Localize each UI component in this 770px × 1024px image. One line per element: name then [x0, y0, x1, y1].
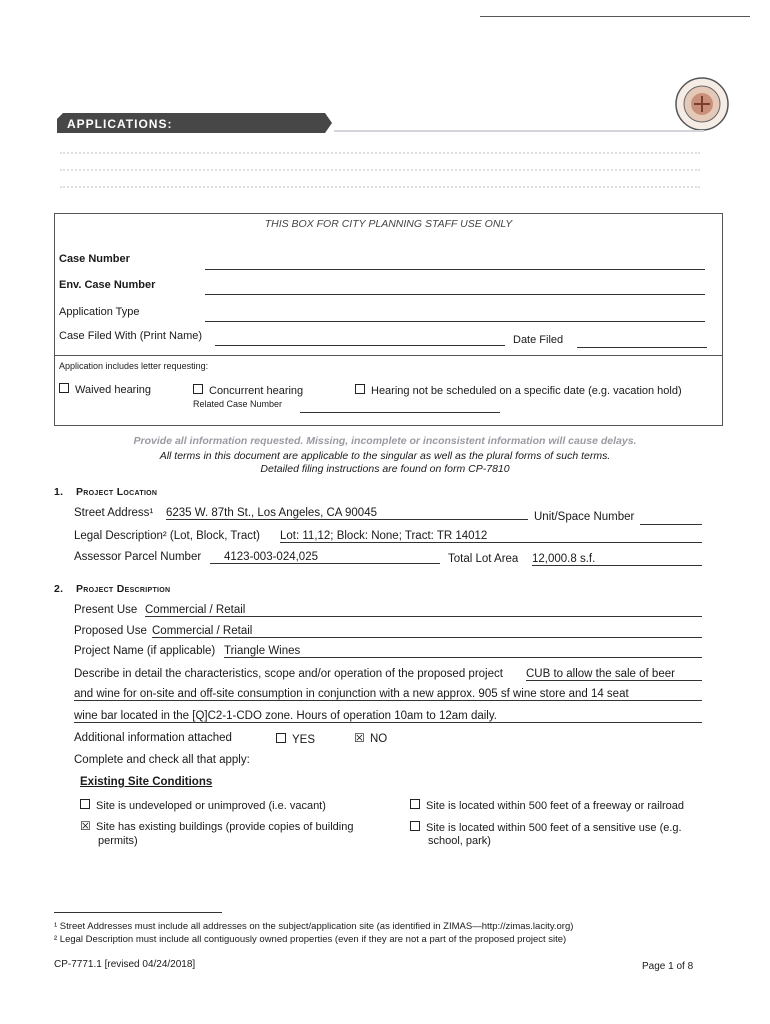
cond-sensitive-checkbox[interactable]: [410, 821, 420, 831]
page-number: Page 1 of 8: [642, 961, 694, 972]
concurrent-hearing-label: Concurrent hearing: [209, 385, 304, 397]
describe-field-line2[interactable]: and wine for on-site and off-site consumption in conjunction with a new approx. 905 sf wine store and 14 seat: [74, 688, 702, 701]
section2-title: Project Description: [76, 583, 171, 595]
unit-number-label: Unit/Space Number: [534, 511, 635, 523]
additional-info-label: Additional information attached: [74, 732, 232, 744]
existing-conditions-title: Existing Site Conditions: [80, 776, 213, 788]
notice-instructions: Detailed filing instructions are found on form CP-7810: [260, 463, 510, 475]
cond-freeway-checkbox[interactable]: [410, 799, 420, 809]
concurrent-hearing-checkbox[interactable]: [193, 384, 203, 394]
section1-number: 1.: [54, 486, 64, 498]
date-filed-field[interactable]: [577, 347, 707, 348]
additional-info-yes-label: YES: [292, 734, 316, 746]
waived-hearing-option[interactable]: [59, 383, 151, 396]
hearing-not-scheduled-label: Hearing not be scheduled on a specific date (e.g. vacation hold): [371, 385, 682, 397]
cond-buildings-label-2: permits): [98, 835, 138, 847]
proposed-use-field[interactable]: Commercial / Retail: [152, 625, 702, 638]
hearing-not-scheduled-checkbox[interactable]: [355, 384, 365, 394]
cond-sensitive-label-2: school, park): [428, 835, 491, 847]
section1-title: Project Location: [76, 486, 158, 498]
staff-box-title: THIS BOX FOR CITY PLANNING STAFF USE ONLY: [264, 218, 513, 230]
additional-info-no-checkbox[interactable]: ☒: [354, 731, 365, 745]
additional-info-no-option[interactable]: [354, 733, 387, 745]
cond-buildings-label: Site has existing buildings (provide copies of building: [96, 821, 354, 833]
cond-buildings-checkbox[interactable]: ☒: [80, 819, 91, 833]
present-use-label: Present Use: [74, 604, 138, 616]
present-use-field[interactable]: Commercial / Retail: [145, 604, 702, 617]
apn-label: Assessor Parcel Number: [74, 551, 202, 563]
cond-freeway-option[interactable]: [410, 799, 684, 812]
hearing-not-scheduled-option[interactable]: [355, 384, 682, 397]
describe-field-line1[interactable]: CUB to allow the sale of beer: [526, 668, 702, 681]
banner-rule: [334, 130, 704, 132]
street-address-field[interactable]: 6235 W. 87th St., Los Angeles, CA 90045: [166, 507, 528, 520]
unit-number-field[interactable]: [640, 524, 702, 525]
describe-label: Describe in detail the characteristics, scope and/or operation of the proposed project: [74, 668, 503, 680]
cond-undeveloped-label: Site is undeveloped or unimproved (i.e. vacant): [96, 800, 326, 812]
footnote-2: ² Legal Description must include all contiguously owned properties (even if they are not a part of the proposed project site): [54, 934, 567, 945]
top-rule: [480, 16, 750, 17]
concurrent-hearing-option[interactable]: [193, 384, 303, 397]
staff-use-box: [54, 213, 723, 426]
cond-buildings-option[interactable]: [80, 821, 353, 833]
additional-info-no-label: NO: [370, 733, 388, 745]
waived-hearing-label: Waived hearing: [75, 384, 152, 396]
notice-warning: Provide all information requested. Missing, incomplete or inconsistent information will cause delays.: [133, 435, 637, 447]
cond-undeveloped-option[interactable]: [80, 799, 326, 812]
complete-check-label: Complete and check all that apply:: [74, 754, 250, 766]
lot-area-field[interactable]: 12,000.8 s.f.: [532, 553, 702, 566]
related-case-field[interactable]: [300, 412, 500, 413]
describe-field-line3[interactable]: wine bar located in the [Q]C2-1-CDO zone. Hours of operation 10am to 12am daily.: [74, 710, 702, 723]
related-case-label: Related Case Number: [193, 399, 283, 409]
form-id: CP-7771.1 [revised 04/24/2018]: [54, 959, 196, 970]
case-filed-with-label: Case Filed With (Print Name): [59, 330, 203, 342]
case-number-field[interactable]: [205, 269, 705, 270]
case-number-label: Case Number: [59, 253, 130, 265]
applications-banner: APPLICATIONS:: [57, 113, 332, 133]
footnote-1: ¹ Street Addresses must include all addresses on the subject/application site (as identified in ZIMAS—http://zimas.lacity.org): [54, 921, 574, 932]
notice-terms: All terms in this document are applicable to the singular as well as the plural forms of such terms.: [159, 450, 611, 462]
staff-box-divider: [55, 355, 722, 356]
project-name-label: Project Name (if applicable): [74, 645, 216, 657]
letter-requesting-label: Application includes letter requesting:: [59, 361, 209, 371]
legal-description-field[interactable]: Lot: 11,12; Block: None; Tract: TR 14012: [280, 530, 702, 543]
legal-description-label: Legal Description² (Lot, Block, Tract): [74, 530, 260, 542]
footnote-rule: [54, 912, 222, 913]
env-case-number-label: Env. Case Number: [59, 279, 156, 291]
cond-freeway-label: Site is located within 500 feet of a freeway or railroad: [426, 800, 685, 812]
city-seal-logo: [674, 76, 730, 132]
additional-info-yes-option[interactable]: [276, 733, 315, 746]
additional-info-yes-checkbox[interactable]: [276, 733, 286, 743]
section2-number: 2.: [54, 583, 64, 595]
apn-field[interactable]: 4123-003-024,025: [210, 551, 440, 564]
cond-sensitive-label: Site is located within 500 feet of a sensitive use (e.g.: [426, 822, 682, 834]
date-filed-label: Date Filed: [513, 334, 564, 346]
application-type-field[interactable]: [205, 321, 705, 322]
project-name-field[interactable]: Triangle Wines: [224, 645, 702, 658]
faint-text: [60, 152, 700, 194]
env-case-number-field[interactable]: [205, 294, 705, 295]
waived-hearing-checkbox[interactable]: [59, 383, 69, 393]
case-filed-with-field[interactable]: [215, 345, 505, 346]
street-address-label: Street Address¹: [74, 507, 154, 519]
application-type-label: Application Type: [59, 306, 140, 318]
proposed-use-label: Proposed Use: [74, 625, 147, 637]
lot-area-label: Total Lot Area: [448, 553, 519, 565]
cond-undeveloped-checkbox[interactable]: [80, 799, 90, 809]
cond-sensitive-option[interactable]: [410, 821, 682, 834]
